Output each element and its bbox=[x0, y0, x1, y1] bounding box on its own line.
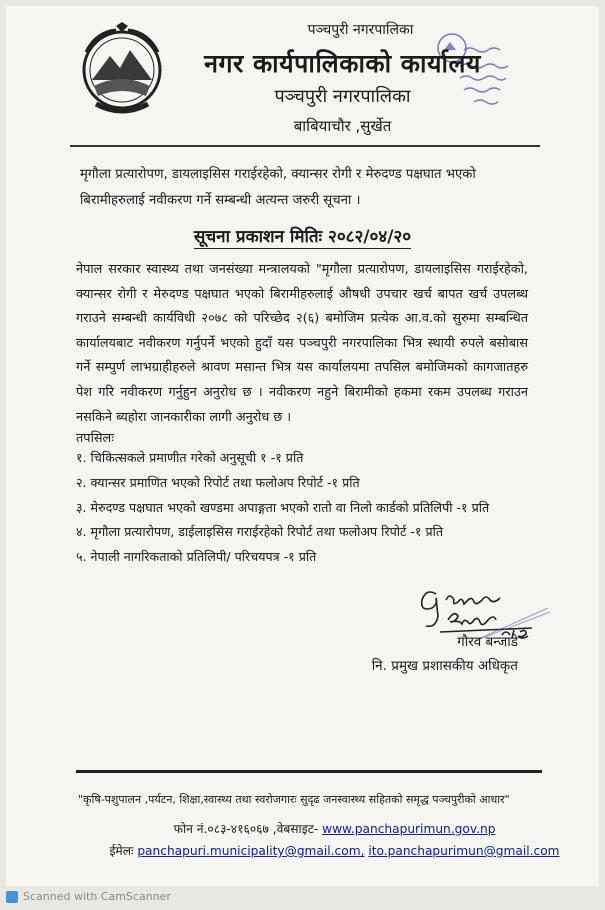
notice-publish-date: सूचना प्रकाशन मितिः २०८२/०४/२० bbox=[193, 227, 412, 247]
email-link-secondary[interactable]: ito.panchapurimun@gmail.com bbox=[368, 844, 560, 858]
office-title: नगर कार्यपालिकाको कार्यालय bbox=[204, 49, 481, 78]
signatory-block bbox=[0, 630, 518, 678]
signatory-title: नि. प्रमुख प्रशासकीय अधिकृत bbox=[371, 658, 518, 674]
contact-line-phone bbox=[0, 820, 605, 837]
phone-text: फोन नं.०८३-४१६०६७ ,वेबसाइट- bbox=[173, 822, 319, 836]
required-documents-list bbox=[76, 446, 546, 570]
email-label: ईमेलः bbox=[109, 844, 134, 858]
footer-motto: "कृषि-पशुपालन ,पर्यटन, शिक्षा,स्वास्थ्य तथा स्वरोजगारः सुदृढ जनस्वास्थ्य सहितको समृद्ध पञ्चपुरीको आधार" bbox=[78, 793, 510, 806]
list-item: २. क्यान्सर प्रमाणित भएको रिपोर्ट तथा फलोअप रिपोर्ट -१ प्रति bbox=[76, 474, 360, 490]
website-link[interactable]: www.panchapurimun.gov.np bbox=[322, 822, 496, 836]
list-item: ४. मृगौला प्रत्यारोपण, डाईलाइसिस गराईरहेको रिपोर्ट तथा फलोअप रिपोर्ट -१ प्रति bbox=[76, 524, 444, 540]
municipality-subtitle: पञ्चपुरी नगरपालिका bbox=[274, 86, 411, 107]
notice-body: नेपाल सरकार स्वास्थ्य तथा जनसंख्या मन्त्रालयको "मृगौला प्रत्यारोपण, डायलाइसिस गराईरहेको, क्यान्सर रोगी र मेरुदण्ड पक्षघात भएको बिरामीहरुलाई औषधी उपचार खर्च बापत खर्च उपलब्ध गराउने सम्बन्धी कार्यविधी २०७८ को परिच्छेद २(६) बमोजिम प्रत्येक आ.व.को सुरुमा सम्बन्धित कार्यालयबाट नवीकरण गर्नुपर्ने भएको हुदाँ यस पञ्चपुरी नगरपालिका भित्र स्थायी रुपले बसोबास गर्ने सम्पुर्ण लाभग्राहीहरुले श्रावण मसान्त भित्र यस कार्यालयमा तपसिल बमोजिमको कागजातहरु पेश गरि नवीकरण गर्नुहुन अनुरोध छ । नवीकरण नहुने बिरामीको हकमा रकम उपलब्ध गराउन नसकिने ब्यहोरा जानकारीका लागी अनुरोध छ । bbox=[76, 262, 528, 425]
list-item: ५. नेपाली नागरिकताको प्रतिलिपी/ परिचयपत्र -१ प्रति bbox=[76, 549, 317, 565]
footer-divider bbox=[76, 770, 542, 773]
header-divider bbox=[70, 145, 540, 147]
contact-line-email bbox=[0, 842, 605, 859]
details-label: तपसिलः bbox=[76, 431, 114, 446]
scanner-watermark-text: Scanned with CamScanner bbox=[23, 890, 171, 903]
signatory-name: गौरव बन्जाडे bbox=[457, 634, 518, 650]
email-link-primary[interactable]: panchapuri.municipality@gmail.com, bbox=[137, 844, 365, 858]
camscanner-logo-icon bbox=[6, 891, 18, 903]
scanner-watermark bbox=[6, 890, 171, 903]
municipality-name: पञ्चपुरी नगरपालिका bbox=[307, 22, 414, 38]
office-address: बाबियाचौर ,सुर्खेत bbox=[293, 117, 392, 135]
notice-subject: मृगौला प्रत्यारोपण, डायलाइसिस गराईरहेको, क्यान्सर रोगी र मेरुदण्ड पक्षघात भएको बिरामीहरुलाई नवीकरण गर्ने सम्बन्धी अत्यन्त जरुरी सूचना । bbox=[80, 167, 476, 208]
list-item: १. चिकित्सकले प्रमाणीत गरेको अनुसूची १ -१ प्रति bbox=[76, 450, 304, 465]
list-item: ३. मेरुदण्ड पक्षघात भएको खण्डमा अपाङ्गता भएको रातो वा निलो कार्डको प्रतिलिपी -१ प्रति bbox=[76, 499, 490, 515]
